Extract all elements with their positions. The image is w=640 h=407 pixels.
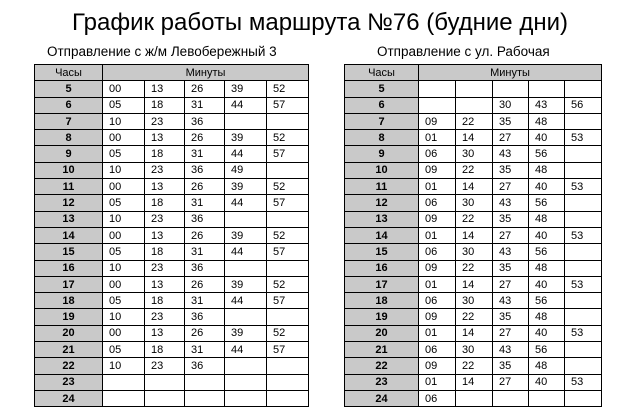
- minute-cell: 35: [493, 162, 529, 178]
- minute-cell: 53: [565, 179, 602, 195]
- table-row: [345, 211, 602, 227]
- minute-cell: 05: [103, 195, 145, 211]
- minute-cell: 27: [493, 130, 529, 146]
- minute-cell: [565, 358, 602, 374]
- minute-cell: 23: [145, 162, 185, 178]
- minute-cell: [267, 260, 309, 276]
- hour-cell: 7: [345, 113, 419, 129]
- minute-cell: [103, 374, 145, 390]
- hour-cell: 13: [345, 211, 419, 227]
- minute-cell: 40: [529, 374, 565, 390]
- minute-cell: 35: [493, 260, 529, 276]
- minute-cell: 27: [493, 374, 529, 390]
- hour-cell: 18: [35, 293, 103, 309]
- table-row: [345, 146, 602, 162]
- minute-cell: [225, 374, 267, 390]
- hour-cell: 10: [345, 162, 419, 178]
- hour-cell: 24: [35, 390, 103, 406]
- minute-cell: 22: [456, 358, 493, 374]
- hour-cell: 6: [345, 97, 419, 113]
- minute-cell: 05: [103, 244, 145, 260]
- minute-cell: 13: [145, 276, 185, 292]
- minute-cell: 36: [185, 309, 225, 325]
- minute-cell: [565, 342, 602, 358]
- hour-cell: 12: [345, 195, 419, 211]
- minute-cell: 18: [145, 244, 185, 260]
- minute-cell: [529, 81, 565, 97]
- minute-cell: 27: [493, 325, 529, 341]
- hour-cell: 23: [345, 374, 419, 390]
- minute-cell: 18: [145, 146, 185, 162]
- minute-cell: 27: [493, 227, 529, 243]
- minute-cell: [267, 309, 309, 325]
- minute-cell: 30: [456, 195, 493, 211]
- hour-cell: 9: [35, 146, 103, 162]
- minute-cell: 53: [565, 227, 602, 243]
- minute-cell: 31: [185, 342, 225, 358]
- hour-cell: 10: [35, 162, 103, 178]
- table-row: [345, 390, 602, 406]
- table-row: [35, 211, 309, 227]
- minute-cell: 13: [145, 130, 185, 146]
- hour-cell: 22: [345, 358, 419, 374]
- minute-cell: 18: [145, 97, 185, 113]
- minute-cell: 43: [493, 195, 529, 211]
- minute-cell: 26: [185, 179, 225, 195]
- hour-cell: 8: [35, 130, 103, 146]
- left-schedule-table: [34, 64, 309, 407]
- hour-cell: 21: [345, 342, 419, 358]
- table-row: [35, 162, 309, 178]
- minutes-column-header: Минуты: [419, 65, 602, 81]
- minute-cell: 05: [103, 342, 145, 358]
- minute-cell: 35: [493, 358, 529, 374]
- minute-cell: 39: [225, 227, 267, 243]
- minute-cell: 52: [267, 81, 309, 97]
- minute-cell: 56: [529, 342, 565, 358]
- minute-cell: 00: [103, 276, 145, 292]
- table-row: [345, 342, 602, 358]
- hour-cell: 17: [345, 276, 419, 292]
- minute-cell: [529, 390, 565, 406]
- minute-cell: [103, 390, 145, 406]
- minute-cell: 52: [267, 276, 309, 292]
- minute-cell: 53: [565, 325, 602, 341]
- minute-cell: [565, 113, 602, 129]
- minute-cell: 31: [185, 195, 225, 211]
- minute-cell: [565, 309, 602, 325]
- minute-cell: [565, 162, 602, 178]
- hour-cell: 16: [35, 260, 103, 276]
- minute-cell: 57: [267, 195, 309, 211]
- hours-column-header: Часы: [345, 65, 419, 81]
- hour-cell: 21: [35, 342, 103, 358]
- table-row: [345, 195, 602, 211]
- minute-cell: [565, 146, 602, 162]
- hour-cell: 17: [35, 276, 103, 292]
- minute-cell: 06: [419, 390, 456, 406]
- minute-cell: [267, 162, 309, 178]
- minute-cell: 43: [493, 293, 529, 309]
- minute-cell: 10: [103, 113, 145, 129]
- hour-cell: 11: [35, 179, 103, 195]
- minute-cell: 48: [529, 260, 565, 276]
- minute-cell: 14: [456, 179, 493, 195]
- table-row: [35, 179, 309, 195]
- minute-cell: [565, 244, 602, 260]
- minute-cell: 01: [419, 227, 456, 243]
- hour-cell: 19: [345, 309, 419, 325]
- table-row: [35, 113, 309, 129]
- table-row: [35, 130, 309, 146]
- minute-cell: [145, 390, 185, 406]
- minute-cell: 22: [456, 260, 493, 276]
- minute-cell: 43: [493, 342, 529, 358]
- minute-cell: 23: [145, 309, 185, 325]
- minute-cell: 39: [225, 325, 267, 341]
- hour-cell: 5: [35, 81, 103, 97]
- minute-cell: 31: [185, 244, 225, 260]
- hour-cell: 20: [35, 325, 103, 341]
- minute-cell: 36: [185, 358, 225, 374]
- minute-cell: 43: [493, 244, 529, 260]
- minute-cell: 44: [225, 97, 267, 113]
- minute-cell: 09: [419, 260, 456, 276]
- minute-cell: 01: [419, 325, 456, 341]
- minute-cell: 30: [456, 293, 493, 309]
- minute-cell: 26: [185, 325, 225, 341]
- minute-cell: 23: [145, 113, 185, 129]
- table-row: [345, 260, 602, 276]
- table-row: [35, 195, 309, 211]
- minute-cell: [493, 81, 529, 97]
- minute-cell: 44: [225, 146, 267, 162]
- minute-cell: 31: [185, 293, 225, 309]
- minute-cell: 56: [529, 146, 565, 162]
- minute-cell: 31: [185, 97, 225, 113]
- table-row: [345, 358, 602, 374]
- minute-cell: 01: [419, 130, 456, 146]
- minute-cell: 23: [145, 260, 185, 276]
- minute-cell: [565, 390, 602, 406]
- table-row: [35, 97, 309, 113]
- minute-cell: 18: [145, 342, 185, 358]
- minute-cell: 05: [103, 146, 145, 162]
- minute-cell: 18: [145, 195, 185, 211]
- minute-cell: 05: [103, 293, 145, 309]
- minute-cell: 40: [529, 325, 565, 341]
- minute-cell: 44: [225, 293, 267, 309]
- hour-cell: 14: [345, 227, 419, 243]
- table-row: [345, 81, 602, 97]
- hour-cell: 11: [345, 179, 419, 195]
- minute-cell: 09: [419, 211, 456, 227]
- minute-cell: 36: [185, 211, 225, 227]
- minute-cell: 48: [529, 358, 565, 374]
- minute-cell: 35: [493, 113, 529, 129]
- table-row: [35, 260, 309, 276]
- minute-cell: 09: [419, 113, 456, 129]
- minute-cell: 22: [456, 162, 493, 178]
- minute-cell: [225, 309, 267, 325]
- minute-cell: [267, 113, 309, 129]
- minute-cell: 10: [103, 162, 145, 178]
- minute-cell: 00: [103, 130, 145, 146]
- minutes-column-header: Минуты: [103, 65, 309, 81]
- minute-cell: 39: [225, 276, 267, 292]
- table-row: [35, 227, 309, 243]
- minute-cell: 48: [529, 162, 565, 178]
- minute-cell: 40: [529, 179, 565, 195]
- table-row: [345, 374, 602, 390]
- minute-cell: 14: [456, 130, 493, 146]
- minute-cell: 13: [145, 227, 185, 243]
- minute-cell: [565, 81, 602, 97]
- minute-cell: [267, 211, 309, 227]
- minute-cell: 09: [419, 358, 456, 374]
- minute-cell: 52: [267, 179, 309, 195]
- minute-cell: [493, 390, 529, 406]
- table-row: [345, 293, 602, 309]
- minute-cell: 27: [493, 179, 529, 195]
- minute-cell: [145, 374, 185, 390]
- right-schedule-table: [344, 64, 602, 407]
- hour-cell: 9: [345, 146, 419, 162]
- minute-cell: [267, 390, 309, 406]
- table-row: [345, 325, 602, 341]
- minute-cell: [267, 374, 309, 390]
- minute-cell: [456, 390, 493, 406]
- hours-column-header: Часы: [35, 65, 103, 81]
- minute-cell: 22: [456, 113, 493, 129]
- minute-cell: 35: [493, 309, 529, 325]
- minute-cell: 10: [103, 260, 145, 276]
- minute-cell: 52: [267, 325, 309, 341]
- table-row: [35, 309, 309, 325]
- hour-cell: 8: [345, 130, 419, 146]
- page-title: График работы маршрута №76 (будние дни): [72, 9, 568, 36]
- hour-cell: 15: [345, 244, 419, 260]
- table-row: [35, 81, 309, 97]
- minute-cell: [225, 211, 267, 227]
- hour-cell: 14: [35, 227, 103, 243]
- minute-cell: 22: [456, 309, 493, 325]
- minute-cell: [225, 390, 267, 406]
- minute-cell: 14: [456, 276, 493, 292]
- table-row: [345, 113, 602, 129]
- hour-cell: 22: [35, 358, 103, 374]
- minute-cell: 01: [419, 374, 456, 390]
- minute-cell: 44: [225, 342, 267, 358]
- table-row: [35, 358, 309, 374]
- table-row: [345, 309, 602, 325]
- minute-cell: 13: [145, 179, 185, 195]
- table-header-row: [35, 65, 309, 81]
- minute-cell: 57: [267, 293, 309, 309]
- minute-cell: 31: [185, 146, 225, 162]
- hour-cell: 18: [345, 293, 419, 309]
- minute-cell: 48: [529, 211, 565, 227]
- table-row: [345, 276, 602, 292]
- minute-cell: 22: [456, 211, 493, 227]
- minute-cell: 36: [185, 260, 225, 276]
- minute-cell: [565, 211, 602, 227]
- minute-cell: 56: [529, 195, 565, 211]
- minute-cell: 26: [185, 130, 225, 146]
- table-row: [345, 162, 602, 178]
- minute-cell: [225, 113, 267, 129]
- table-row: [35, 325, 309, 341]
- minute-cell: 52: [267, 130, 309, 146]
- minute-cell: 09: [419, 309, 456, 325]
- table-row: [35, 276, 309, 292]
- minute-cell: 00: [103, 81, 145, 97]
- minute-cell: 00: [103, 179, 145, 195]
- table-row: [35, 293, 309, 309]
- hour-cell: 24: [345, 390, 419, 406]
- hour-cell: 19: [35, 309, 103, 325]
- minute-cell: [225, 260, 267, 276]
- minute-cell: 06: [419, 195, 456, 211]
- left-schedule-heading: Отправление с ж/м Левобережный 3: [47, 44, 277, 59]
- hour-cell: 23: [35, 374, 103, 390]
- minute-cell: [456, 81, 493, 97]
- minute-cell: 57: [267, 342, 309, 358]
- minute-cell: 30: [456, 244, 493, 260]
- minute-cell: [225, 358, 267, 374]
- minute-cell: 56: [529, 244, 565, 260]
- table-row: [345, 130, 602, 146]
- minute-cell: 40: [529, 130, 565, 146]
- minute-cell: [565, 293, 602, 309]
- minute-cell: [419, 81, 456, 97]
- minute-cell: 30: [493, 97, 529, 113]
- minute-cell: 30: [456, 342, 493, 358]
- minute-cell: 36: [185, 162, 225, 178]
- minute-cell: 23: [145, 211, 185, 227]
- minute-cell: 09: [419, 162, 456, 178]
- minute-cell: 00: [103, 227, 145, 243]
- minute-cell: [185, 374, 225, 390]
- minute-cell: 13: [145, 325, 185, 341]
- minute-cell: 10: [103, 358, 145, 374]
- minute-cell: 06: [419, 342, 456, 358]
- minute-cell: 13: [145, 81, 185, 97]
- minute-cell: 56: [565, 97, 602, 113]
- minute-cell: 43: [493, 146, 529, 162]
- minute-cell: 06: [419, 244, 456, 260]
- minute-cell: 48: [529, 113, 565, 129]
- table-row: [345, 244, 602, 260]
- minute-cell: 53: [565, 130, 602, 146]
- table-row: [345, 227, 602, 243]
- minute-cell: 10: [103, 211, 145, 227]
- minute-cell: 06: [419, 293, 456, 309]
- table-row: [35, 342, 309, 358]
- minute-cell: [565, 195, 602, 211]
- table-row: [35, 244, 309, 260]
- minute-cell: 39: [225, 130, 267, 146]
- minute-cell: 14: [456, 374, 493, 390]
- minute-cell: 23: [145, 358, 185, 374]
- minute-cell: 49: [225, 162, 267, 178]
- hour-cell: 12: [35, 195, 103, 211]
- minute-cell: [185, 390, 225, 406]
- table-header-row: [345, 65, 602, 81]
- minute-cell: 01: [419, 179, 456, 195]
- table-row: [35, 374, 309, 390]
- hour-cell: 5: [345, 81, 419, 97]
- minute-cell: 35: [493, 211, 529, 227]
- minute-cell: 27: [493, 276, 529, 292]
- minute-cell: 18: [145, 293, 185, 309]
- minute-cell: 53: [565, 276, 602, 292]
- right-schedule-heading: Отправление с ул. Рабочая: [377, 44, 550, 59]
- minute-cell: 57: [267, 146, 309, 162]
- minute-cell: 26: [185, 81, 225, 97]
- table-row: [35, 390, 309, 406]
- minute-cell: 48: [529, 309, 565, 325]
- minute-cell: 52: [267, 227, 309, 243]
- minute-cell: 57: [267, 244, 309, 260]
- table-row: [345, 97, 602, 113]
- minute-cell: 53: [565, 374, 602, 390]
- minute-cell: 30: [456, 146, 493, 162]
- minute-cell: [419, 97, 456, 113]
- minute-cell: [267, 358, 309, 374]
- minute-cell: [456, 97, 493, 113]
- minute-cell: 40: [529, 227, 565, 243]
- hour-cell: 15: [35, 244, 103, 260]
- minute-cell: 57: [267, 97, 309, 113]
- minute-cell: 01: [419, 276, 456, 292]
- minute-cell: 14: [456, 227, 493, 243]
- hour-cell: 16: [345, 260, 419, 276]
- hour-cell: 13: [35, 211, 103, 227]
- minute-cell: 39: [225, 81, 267, 97]
- minute-cell: [565, 260, 602, 276]
- minute-cell: 43: [529, 97, 565, 113]
- minute-cell: 56: [529, 293, 565, 309]
- table-row: [345, 179, 602, 195]
- hour-cell: 20: [345, 325, 419, 341]
- minute-cell: 39: [225, 179, 267, 195]
- hour-cell: 6: [35, 97, 103, 113]
- minute-cell: 44: [225, 195, 267, 211]
- minute-cell: 10: [103, 309, 145, 325]
- minute-cell: 14: [456, 325, 493, 341]
- minute-cell: 05: [103, 97, 145, 113]
- minute-cell: 44: [225, 244, 267, 260]
- minute-cell: 00: [103, 325, 145, 341]
- minute-cell: 36: [185, 113, 225, 129]
- minute-cell: 26: [185, 227, 225, 243]
- hour-cell: 7: [35, 113, 103, 129]
- table-row: [35, 146, 309, 162]
- minute-cell: 06: [419, 146, 456, 162]
- minute-cell: 26: [185, 276, 225, 292]
- minute-cell: 40: [529, 276, 565, 292]
